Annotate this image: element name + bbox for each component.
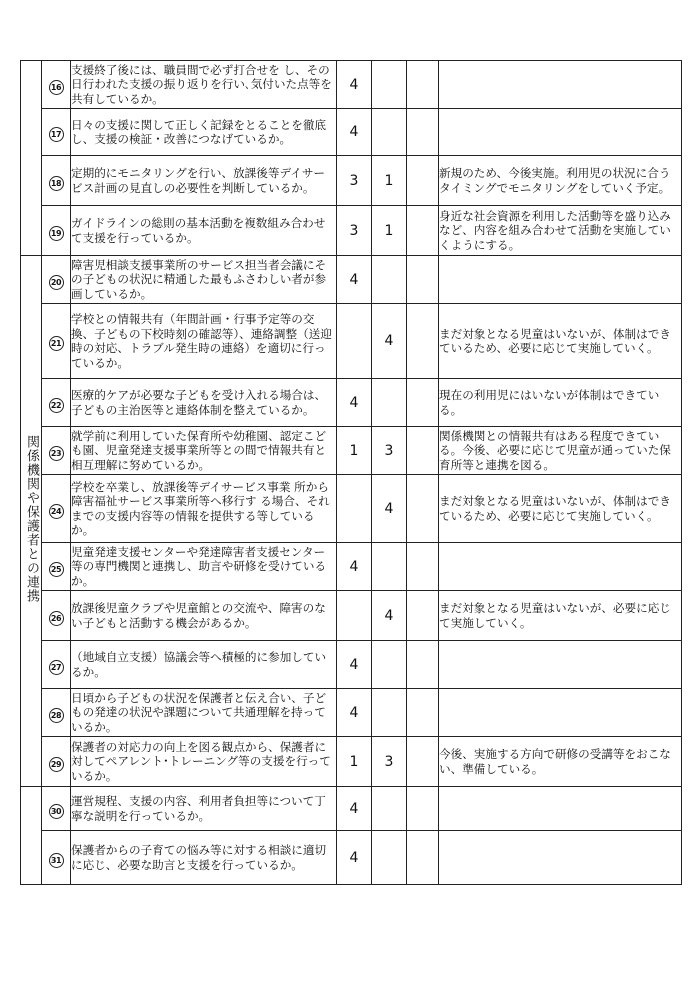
item-number: 24 <box>42 475 71 543</box>
no-count <box>372 379 407 427</box>
item-number: 25 <box>42 543 71 591</box>
table-row <box>21 206 682 256</box>
no-count <box>372 689 407 737</box>
item-text: 保護者の対応力の向上を図る観点から、保護者に対してペアレント･トレーニング等の支援を行っているか。 <box>71 737 337 787</box>
no-count: 3 <box>372 737 407 787</box>
na-count <box>407 427 439 475</box>
note-text: 現在の利用児にはいないが体制はできている。 <box>439 379 682 427</box>
note-text <box>439 641 682 689</box>
item-number: 22 <box>42 379 71 427</box>
item-number: 31 <box>42 831 71 885</box>
na-count <box>407 543 439 591</box>
yes-count: 4 <box>337 61 372 109</box>
table-row <box>21 427 682 475</box>
yes-count: 1 <box>337 427 372 475</box>
na-count <box>407 591 439 641</box>
item-text: 日頃から子どもの状況を保護者と伝え合い、子どもの発達の状況や課題について共通理解を持っているか。 <box>71 689 337 737</box>
no-count <box>372 61 407 109</box>
na-count <box>407 641 439 689</box>
yes-count: 3 <box>337 156 372 206</box>
no-count <box>372 543 407 591</box>
item-text: 放課後児童クラブや児童館との交流や、障害のない子どもと活動する機会があるか。 <box>71 591 337 641</box>
no-count <box>372 831 407 885</box>
table-row <box>21 109 682 156</box>
note-text <box>439 543 682 591</box>
na-count <box>407 787 439 831</box>
evaluation-table <box>20 60 682 885</box>
note-text: 今後、実施する方向で研修の受講等をおこない、準備している。 <box>439 737 682 787</box>
item-text: 学校との情報共有（年間計画・行事予定等の交換、子どもの下校時刻の確認等）、連絡調整（送迎時の対応、トラブル発生時の連絡）を適切に行っているか。 <box>71 304 337 379</box>
no-count <box>372 109 407 156</box>
na-count <box>407 689 439 737</box>
note-text: まだ対象となる児童はいないが、必要に応じて実施していく。 <box>439 591 682 641</box>
no-count: 4 <box>372 591 407 641</box>
note-text: まだ対象となる児童はいないが、体制はできているため、必要に応じて実施していく。 <box>439 475 682 543</box>
no-count: 4 <box>372 304 407 379</box>
table-row <box>21 543 682 591</box>
item-text: 運営規程、支援の内容、利用者負担等について丁寧な説明を行っているか。 <box>71 787 337 831</box>
item-number: 19 <box>42 206 71 256</box>
na-count <box>407 304 439 379</box>
no-count <box>372 256 407 304</box>
item-number: 27 <box>42 641 71 689</box>
item-text: 日々の支援に関して正しく記録をとることを徹底し、支援の検証・改善につなげているか。 <box>71 109 337 156</box>
table-row <box>21 737 682 787</box>
category-cell-3 <box>21 787 42 885</box>
yes-count: 4 <box>337 379 372 427</box>
note-text: 身近な社会資源を利用した活動等を盛り込みなど、内容を組み合わせて活動を実施していくようにする。 <box>439 206 682 256</box>
item-text: 学校を卒業し、放課後等デイサービス事業 所から障害福祉サービス事業所等へ移行す る場合、それまでの支援内容等の情報を提供する等しているか。 <box>71 475 337 543</box>
note-text <box>439 61 682 109</box>
table-row <box>21 831 682 885</box>
na-count <box>407 206 439 256</box>
item-text: 支援終了後には、職員間で必ず打合せを し、その日行われた支援の振り返りを行い､気付いた点等を共有しているか。 <box>71 61 337 109</box>
yes-count: 3 <box>337 206 372 256</box>
no-count <box>372 641 407 689</box>
item-number: 16 <box>42 61 71 109</box>
yes-count: 1 <box>337 737 372 787</box>
note-text: まだ対象となる児童はいないが、体制はできているため、必要に応じて実施していく。 <box>439 304 682 379</box>
na-count <box>407 737 439 787</box>
item-text: （地域自立支援）協議会等へ積極的に参加しているか。 <box>71 641 337 689</box>
item-text: ガイドラインの総則の基本活動を複数組み合わせて支援を行っているか。 <box>71 206 337 256</box>
table-row <box>21 256 682 304</box>
note-text: 関係機関との情報共有はある程度できている。今後、必要に応じて児童が通っていた保育所等と連携を図る。 <box>439 427 682 475</box>
item-number: 29 <box>42 737 71 787</box>
na-count <box>407 379 439 427</box>
na-count <box>407 256 439 304</box>
no-count: 3 <box>372 427 407 475</box>
category-cell-2 <box>21 256 42 787</box>
na-count <box>407 109 439 156</box>
table-row <box>21 379 682 427</box>
note-text <box>439 689 682 737</box>
table-row <box>21 591 682 641</box>
yes-count <box>337 304 372 379</box>
note-text <box>439 256 682 304</box>
item-number: 30 <box>42 787 71 831</box>
item-number: 21 <box>42 304 71 379</box>
item-text: 医療的ケアが必要な子どもを受け入れる場合は、子どもの主治医等と連絡体制を整えているか。 <box>71 379 337 427</box>
yes-count <box>337 475 372 543</box>
table-row <box>21 787 682 831</box>
na-count <box>407 156 439 206</box>
note-text: 新規のため、今後実施。利用児の状況に合うタイミングでモニタリングをしていく予定。 <box>439 156 682 206</box>
item-number: 18 <box>42 156 71 206</box>
item-number: 23 <box>42 427 71 475</box>
item-number: 26 <box>42 591 71 641</box>
table-row <box>21 156 682 206</box>
table-row <box>21 61 682 109</box>
yes-count: 4 <box>337 787 372 831</box>
yes-count: 4 <box>337 831 372 885</box>
no-count: 1 <box>372 156 407 206</box>
yes-count: 4 <box>337 689 372 737</box>
table-row <box>21 641 682 689</box>
note-text <box>439 109 682 156</box>
no-count <box>372 787 407 831</box>
item-number: 20 <box>42 256 71 304</box>
yes-count <box>337 591 372 641</box>
item-text: 定期的にモニタリングを行い、放課後等デイサービス計画の見直しの必要性を判断しているか。 <box>71 156 337 206</box>
item-text: 児童発達支援センターや発達障害者支援センター等の専門機関と連携し、助言や研修を受けているか。 <box>71 543 337 591</box>
yes-count: 4 <box>337 641 372 689</box>
item-text: 保護者からの子育ての悩み等に対する相談に適切に応じ、必要な助言と支援を行っているか。 <box>71 831 337 885</box>
na-count <box>407 831 439 885</box>
category-label: 関係機関や保護者との連携 <box>24 435 39 603</box>
note-text <box>439 787 682 831</box>
note-text <box>439 831 682 885</box>
table-row <box>21 304 682 379</box>
table-row <box>21 475 682 543</box>
item-number: 17 <box>42 109 71 156</box>
na-count <box>407 61 439 109</box>
yes-count: 4 <box>337 256 372 304</box>
item-number: 28 <box>42 689 71 737</box>
yes-count: 4 <box>337 543 372 591</box>
item-text: 就学前に利用していた保育所や幼稚園、認定こども園、児童発達支援事業所等との間で情報共有と相互理解に努めているか。 <box>71 427 337 475</box>
na-count <box>407 475 439 543</box>
item-text: 障害児相談支援事業所のサービス担当者会議にその子どもの状況に精通した最もふさわしい者が参画しているか。 <box>71 256 337 304</box>
yes-count: 4 <box>337 109 372 156</box>
table-row <box>21 689 682 737</box>
category-cell-1 <box>21 61 42 256</box>
no-count: 1 <box>372 206 407 256</box>
no-count: 4 <box>372 475 407 543</box>
